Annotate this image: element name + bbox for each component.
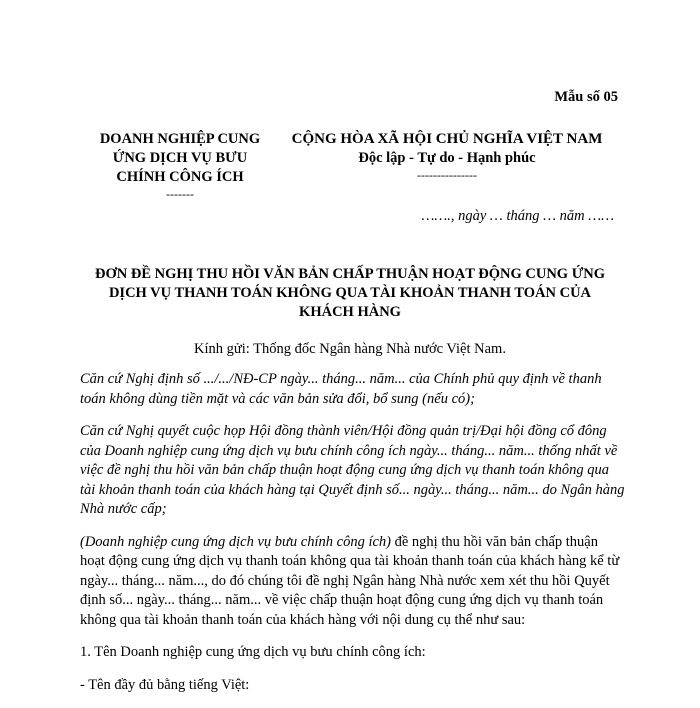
paragraph-request — [80, 533, 625, 631]
form-code: Mẫu số 05 — [554, 89, 618, 105]
date-line: ……., ngày … tháng … năm …… — [421, 208, 614, 224]
national-header — [282, 130, 612, 182]
paragraph-legal-basis-decree: Căn cứ Nghị định số .../.../NĐ-CP ngày... tháng... năm... của Chính phủ quy định về thanh toán không dùng tiền mặt và các văn bản sửa đổi, bổ sung (nếu có); — [80, 371, 602, 407]
national-separator: --------------- — [417, 168, 477, 182]
issuer-separator: ------- — [166, 187, 194, 201]
national-title: CỘNG HÒA XÃ HỘI CHỦ NGHĨA VIỆT NAM — [291, 131, 603, 147]
recipient-line: Kính gửi: Thống đốc Ngân hàng Nhà nước Việt Nam. — [194, 341, 506, 357]
issuer-line-3: CHÍNH CÔNG ÍCH — [116, 169, 244, 185]
issuer-header — [80, 130, 280, 201]
title-line-2: DỊCH VỤ THANH TOÁN KHÔNG QUA TÀI KHOẢN THANH TOÁN CỦA — [108, 285, 592, 301]
title-line-3: KHÁCH HÀNG — [299, 304, 401, 320]
request-subject: (Doanh nghiệp cung ứng dịch vụ bưu chính công ích) — [80, 533, 391, 550]
issuer-line-1: DOANH NGHIỆP CUNG — [99, 131, 261, 147]
national-motto: Độc lập - Tự do - Hạnh phúc — [358, 150, 536, 166]
title-line-1: ĐƠN ĐỀ NGHỊ THU HỒI VĂN BẢN CHẤP THUẬN HOẠT ĐỘNG CUNG ỨNG — [95, 266, 605, 282]
issuer-line-2: ỨNG DỊCH VỤ BƯU — [112, 150, 248, 166]
section-1-heading: 1. Tên Doanh nghiệp cung ứng dịch vụ bưu chính công ích: — [80, 644, 426, 660]
request-text: đề nghị thu hồi văn bản chấp thuận hoạt động cung ứng dịch vụ thanh toán không qua tài khoản thanh toán của khách hàng kể từ ngày... tháng... năm..., do đó chúng tôi đề nghị Ngân hàng Nhà nước xem xét thu hồi Quyết định số... ngày... tháng... năm... về việc chấp thuận hoạt động cung ứng dịch vụ thanh toán không qua tài khoản thanh toán của khách hàng với nội dung cụ thể như sau: — [80, 533, 620, 628]
document-body — [80, 370, 625, 708]
paragraph-legal-basis-resolution: Căn cứ Nghị quyết cuộc họp Hội đồng thành viên/Hội đồng quản trị/Đại hội đồng cổ đông của Doanh nghiệp cung ứng dịch vụ bưu chính công ích ngày... tháng... năm... thống nhất về việc đề nghị thu hồi văn bản chấp thuận hoạt động cung ứng dịch vụ thanh toán không qua tài khoản thanh toán của khách hàng tại Quyết định số... ngày... tháng... năm... do Ngân hàng Nhà nước cấp; — [80, 423, 625, 517]
document-title — [80, 265, 620, 322]
field-full-name-vietnamese: - Tên đầy đủ bằng tiếng Việt: — [80, 676, 250, 693]
